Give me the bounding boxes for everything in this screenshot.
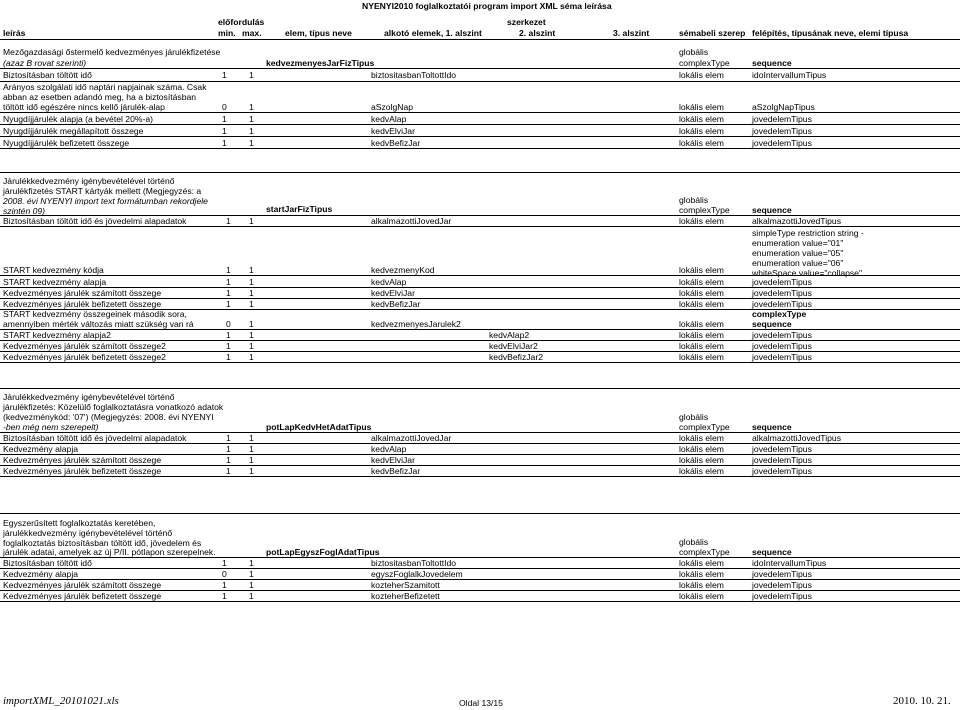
section3-row2-desc: Kedvezmény alapja <box>3 444 79 454</box>
section4-role-line2: complexType <box>679 547 730 557</box>
header-col-alszint2: 2. alszint <box>519 28 556 38</box>
section2-row5-min: 1 <box>226 299 231 309</box>
section3-row2-max: 1 <box>249 444 254 454</box>
section2-desc-line4: szintén 09) <box>3 206 46 216</box>
section3-row1-max: 1 <box>249 433 254 443</box>
header-col-leiras: leírás <box>3 28 26 38</box>
section1-row4-role: lokális elem <box>679 126 724 136</box>
section2-row4-desc: Kedvezményes járulék számított összege <box>3 288 162 298</box>
section3-row1-element: alkalmazottiJovedJar <box>371 433 452 443</box>
footer-date: 2010. 10. 21. <box>893 695 951 707</box>
section1-row4-element: kedvElviJar <box>371 126 415 136</box>
section4-desc-line3: foglalkoztatás biztosításban töltött idő, jövedelem és <box>3 538 202 548</box>
section3-row1-desc: Biztosításban töltött idő és jövedelmi alapadatok <box>3 433 187 443</box>
section2-type-name: startJarFizTipus <box>266 204 333 214</box>
section2-row2-min: 1 <box>226 265 231 275</box>
section4-desc-line4: járulék adatai, amelyek az új P/II. pótlapon szerepelnek. <box>3 547 216 557</box>
section2-row6-desc: START kedvezmény összegeinek második sora, amennyiben mérték változás miatt szükség van rá <box>3 309 194 329</box>
section4-row1-type: idoIntervallumTipus <box>752 558 827 568</box>
section1-row4-type: jovedelemTipus <box>752 126 812 136</box>
section3-row3-max: 1 <box>249 455 254 465</box>
header-elofordulas: előfordulás <box>218 17 265 27</box>
section2-role-line2: complexType <box>679 205 730 215</box>
section1-row5-min: 1 <box>222 138 227 148</box>
section2-row2-desc: START kedvezmény kódja <box>3 265 104 275</box>
header-col-max: max. <box>242 28 262 38</box>
section2-row6-role: lokális elem <box>679 319 724 329</box>
section2-desc-line2: járulékfizetés START kártyák mellett (Megjegyzés: a <box>3 186 202 196</box>
section1-row2-desc: Arányos szolgálati idő naptári napjainak száma. Csak abban az esetben adandó meg, ha a biztosításban töltött idő egészére nincs kellő járulék-alap <box>3 82 207 112</box>
section4-row3-element: kozteherSzamitott <box>371 580 440 590</box>
section3-desc-line3: (kedvezménykód: '07') (Megjegyzés: 2008. évi NYENYI <box>3 412 214 422</box>
section1-row5-role: lokális elem <box>679 138 724 148</box>
section4-row2-desc: Kedvezmény alapja <box>3 569 79 579</box>
section1-row5-desc: Nyugdíjjárulék befizetett összege <box>3 138 130 148</box>
section4-row4-element: kozteherBefizetett <box>371 591 440 601</box>
section2-row9-min: 1 <box>226 352 231 362</box>
section1-row3-desc: Nyugdíjjárulék alapja (a bevétel 20%-a) <box>3 114 153 124</box>
section2-row8-element: kedvElviJar2 <box>489 341 538 351</box>
section2-row7-type: jovedelemTipus <box>752 330 812 340</box>
row-divider <box>0 136 960 137</box>
section3-row3-desc: Kedvezményes járulék számított összege <box>3 455 162 465</box>
header-col-szerep: sémabeli szerep <box>679 28 746 38</box>
section2-row3-max: 1 <box>249 277 254 287</box>
row-divider <box>0 124 960 125</box>
section2-row2-max: 1 <box>249 265 254 275</box>
section4-row4-type: jovedelemTipus <box>752 591 812 601</box>
row-divider <box>0 68 960 69</box>
section3-role-line2: complexType <box>679 422 730 432</box>
section2-row1-max: 1 <box>249 216 254 226</box>
row-divider <box>0 362 960 363</box>
section2-row4-min: 1 <box>226 288 231 298</box>
section3-row3-role: lokális elem <box>679 455 724 465</box>
section2-row7-role: lokális elem <box>679 330 724 340</box>
section1-row3-type: jovedelemTipus <box>752 114 812 124</box>
section4-row2-role: lokális elem <box>679 569 724 579</box>
section2-row1-min: 1 <box>226 216 231 226</box>
section1-row3-element: kedvAlap <box>371 114 407 124</box>
section4-role-line1: globális <box>679 537 709 547</box>
section3-row1-type: alkalmazottiJovedTipus <box>752 433 842 443</box>
section1-row1-min: 1 <box>222 70 227 80</box>
section2-row9-element: kedvBefizJar2 <box>489 352 543 362</box>
section2-structure: sequence <box>752 205 792 215</box>
section1-row3-role: lokális elem <box>679 114 724 124</box>
section3-row3-min: 1 <box>226 455 231 465</box>
section2-row5-max: 1 <box>249 299 254 309</box>
section3-desc-line1: Járulékkedvezmény igénybevételével történő <box>3 392 175 402</box>
section4-desc-line2: járulékkedvezmény igénybevételével történő <box>3 528 173 538</box>
section4-structure: sequence <box>752 547 792 557</box>
section2-row8-desc: Kedvezményes járulék számított összege2 <box>3 341 166 351</box>
section2-row8-min: 1 <box>226 341 231 351</box>
section3-row4-role: lokális elem <box>679 466 724 476</box>
section4-row4-min: 1 <box>222 591 227 601</box>
section2-row6-min: 0 <box>226 319 231 329</box>
section1-row2-element: aSzolgNap <box>371 102 414 112</box>
row-divider <box>0 148 960 149</box>
section2-row7-max: 1 <box>249 330 254 340</box>
page-title: NYENYI2010 foglalkoztatói program import XML séma leírása <box>362 1 612 11</box>
section4-row2-element: egyszFoglalkJovedelem <box>371 569 463 579</box>
section1-role-line1: globális <box>679 47 709 57</box>
section2-row3-min: 1 <box>226 277 231 287</box>
section4-row1-role: lokális elem <box>679 558 724 568</box>
section1-row1-element: biztositasbanToltottIdo <box>371 70 457 80</box>
section4-row2-max: 1 <box>249 569 254 579</box>
section2-row9-role: lokális elem <box>679 352 724 362</box>
section4-row2-type: jovedelemTipus <box>752 569 812 579</box>
section2-row4-max: 1 <box>249 288 254 298</box>
section4-row4-role: lokális elem <box>679 591 724 601</box>
section2-role-line1: globális <box>679 195 709 205</box>
section3-type-name: potLapKedvHetAdatTipus <box>266 422 372 432</box>
section3-row4-min: 1 <box>226 466 231 476</box>
section2-row8-type: jovedelemTipus <box>752 341 812 351</box>
section1-row1-max: 1 <box>249 70 254 80</box>
row-divider <box>0 172 960 173</box>
section4-row1-max: 1 <box>249 558 254 568</box>
section3-row4-type: jovedelemTipus <box>752 466 812 476</box>
section2-row3-role: lokális elem <box>679 277 724 287</box>
section4-row1-desc: Biztosításban töltött idő <box>3 558 92 568</box>
section2-row4-type: jovedelemTipus <box>752 288 812 298</box>
section1-row1-desc: Biztosításban töltött idő <box>3 70 92 80</box>
section4-row3-role: lokális elem <box>679 580 724 590</box>
section3-structure: sequence <box>752 422 792 432</box>
section4-type-name: potLapEgyszFoglAdatTipus <box>266 547 380 557</box>
section2-row7-min: 1 <box>226 330 231 340</box>
section4-row3-desc: Kedvezményes járulék számított összege <box>3 580 162 590</box>
section3-row1-min: 1 <box>226 433 231 443</box>
section2-desc-line1: Járulékkedvezmény igénybevételével történő <box>3 176 175 186</box>
header-col-min: min. <box>218 28 236 38</box>
row-divider <box>0 568 960 569</box>
section1-desc-line1: Mezőgazdasági őstermelő kedvezményes járulékfizetése <box>3 47 221 57</box>
section2-row7-desc: START kedvezmény alapja2 <box>3 330 111 340</box>
row-divider <box>0 476 960 477</box>
section4-row4-max: 1 <box>249 591 254 601</box>
section4-row3-type: jovedelemTipus <box>752 580 812 590</box>
section2-row5-element: kedvBefizJar <box>371 299 421 309</box>
section3-row3-element: kedvElviJar <box>371 455 415 465</box>
section1-row3-max: 1 <box>249 114 254 124</box>
section1-type-name: kedvezmenyesJarFizTipus <box>266 58 375 68</box>
section2-row9-desc: Kedvezményes járulék befizetett összege2 <box>3 352 166 362</box>
section1-row5-max: 1 <box>249 138 254 148</box>
header-szerkezet: szerkezet <box>507 17 546 27</box>
section2-row9-max: 1 <box>249 352 254 362</box>
section2-row1-role: lokális elem <box>679 216 724 226</box>
section3-row3-type: jovedelemTipus <box>752 455 812 465</box>
section1-row5-type: jovedelemTipus <box>752 138 812 148</box>
section2-row1-desc: Biztosításban töltött idő és jövedelmi alapadatok <box>3 216 187 226</box>
section2-desc-line3: 2008. évi NYENYI import text formátumban rekordjele <box>3 196 208 206</box>
section2-row5-role: lokális elem <box>679 299 724 309</box>
section3-row4-element: kedvBefizJar <box>371 466 421 476</box>
header-col-elem-tipus: elem, típus neve <box>285 28 352 38</box>
section1-row2-max: 1 <box>249 102 254 112</box>
section1-row3-min: 1 <box>222 114 227 124</box>
section4-row3-min: 1 <box>222 580 227 590</box>
section3-row4-desc: Kedvezményes járulék befizetett összege <box>3 466 162 476</box>
section2-row2-element: kedvezmenyKod <box>371 265 435 275</box>
row-divider <box>0 513 960 514</box>
section3-row2-element: kedvAlap <box>371 444 407 454</box>
header-col-alszint1: alkotó elemek, 1. alszint <box>384 28 482 38</box>
section2-row8-max: 1 <box>249 341 254 351</box>
section3-row4-max: 1 <box>249 466 254 476</box>
section3-desc-line4: -ben még nem szerepelt) <box>3 422 99 432</box>
section3-role-line1: globális <box>679 412 709 422</box>
section1-row4-desc: Nyugdíjjárulék megállapított összege <box>3 126 144 136</box>
section2-row9-type: jovedelemTipus <box>752 352 812 362</box>
section2-row4-role: lokális elem <box>679 288 724 298</box>
section2-row1-element: alkalmazottiJovedJar <box>371 216 452 226</box>
row-divider <box>0 601 960 602</box>
section2-row3-desc: START kedvezmény alapja <box>3 277 107 287</box>
section3-row2-min: 1 <box>226 444 231 454</box>
section4-row3-max: 1 <box>249 580 254 590</box>
section2-row8-role: lokális elem <box>679 341 724 351</box>
section1-row2-type: aSzolgNapTipus <box>752 102 815 112</box>
section1-desc-line2: (azaz B rovat szerinti) <box>3 58 87 68</box>
section4-row2-min: 0 <box>222 569 227 579</box>
row-divider <box>0 275 960 276</box>
section1-row4-max: 1 <box>249 126 254 136</box>
row-divider <box>0 388 960 389</box>
section2-row6-max: 1 <box>249 319 254 329</box>
section4-desc-line1: Egyszerűsített foglalkoztatás keretében, <box>3 518 156 528</box>
section2-row2-role: lokális elem <box>679 265 724 275</box>
section1-row2-min: 0 <box>222 102 227 112</box>
section2-row5-desc: Kedvezményes járulék befizetett összege <box>3 299 162 309</box>
section4-row1-min: 1 <box>222 558 227 568</box>
header-col-felepites: felépítés, típusának neve, elemi típusa <box>752 28 909 38</box>
section4-row4-desc: Kedvezményes járulék befizetett összege <box>3 591 162 601</box>
footer-page-number: Oldal 13/15 <box>459 698 503 708</box>
header-divider <box>0 39 960 40</box>
section3-row2-type: jovedelemTipus <box>752 444 812 454</box>
section3-row2-role: lokális elem <box>679 444 724 454</box>
section3-desc-line2: járulékfizetés: Közelülő foglalkoztatásra vonatkozó adatok <box>3 402 224 412</box>
section1-row2-role: lokális elem <box>679 102 724 112</box>
section2-row1-type: alkalmazottiJovedTipus <box>752 216 842 226</box>
section2-row6-type: complexType sequence <box>752 309 807 329</box>
section1-row1-role: lokális elem <box>679 70 724 80</box>
row-divider <box>0 226 960 227</box>
section2-row6-element: kedvezmenyesJarulek2 <box>371 319 461 329</box>
section2-row2-type: simpleType restriction string - enumeration value="01" enumeration value="05" enumeration value="06" whiteSpace value="collapse" <box>752 228 864 278</box>
row-divider <box>0 112 960 113</box>
row-divider <box>0 443 960 444</box>
section1-row5-element: kedvBefizJar <box>371 138 421 148</box>
section3-row1-role: lokális elem <box>679 433 724 443</box>
header-col-alszint3: 3. alszint <box>613 28 650 38</box>
footer-filename: importXML_20101021.xls <box>3 695 119 707</box>
section4-row1-element: biztositasbanToltottIdo <box>371 558 457 568</box>
section1-structure: sequence <box>752 58 792 68</box>
section1-role-line2: complexType <box>679 58 730 68</box>
section2-row3-element: kedvAlap <box>371 277 407 287</box>
section2-row7-element: kedvAlap2 <box>489 330 530 340</box>
row-divider <box>0 329 960 330</box>
section1-row1-type: idoIntervallumTipus <box>752 70 827 80</box>
section2-row4-element: kedvElviJar <box>371 288 415 298</box>
section1-row4-min: 1 <box>222 126 227 136</box>
section2-row5-type: jovedelemTipus <box>752 299 812 309</box>
section2-row3-type: jovedelemTipus <box>752 277 812 287</box>
